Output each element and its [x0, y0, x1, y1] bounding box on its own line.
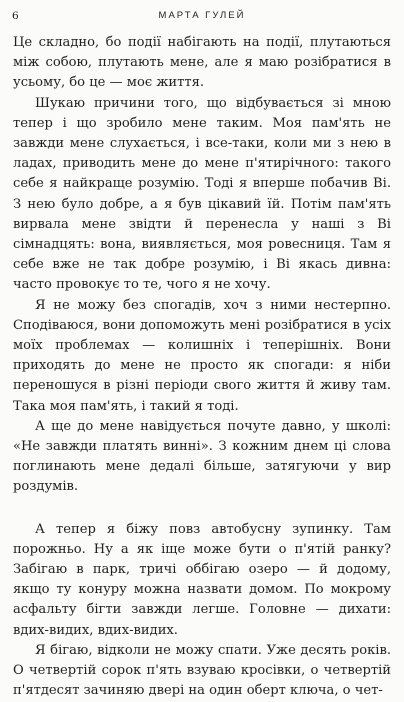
paragraph: Це складно, бо події набігають на події, плутаються між собою, плутають мене, але я маю розібратися в усьому, бо це — моє життя. [13, 35, 391, 91]
section-break [13, 498, 391, 520]
paragraph: А тепер я біжу повз автобусну зупинку. Там порожньо. Ну а як іще може бути о п'ятій ранку? Забігаю в парк, тричі оббігаю озеро — й додому, якщо ту конуру можна назвати домом. По мокрому асфальту бігти завжди легше. Головне — дихати: вдих-видих, вдих-видих. [13, 521, 391, 638]
page-number: 6 [12, 10, 19, 22]
paragraph: Я бігаю, відколи не можу спати. Уже десять років. О четвертій сорок п'ять взуваю кросівки, о четвертій п'ятдесят зачиняю двері на один оберт ключа, о чет- [13, 642, 391, 699]
paragraph: Шукаю причини того, що відбувається зі мною тепер і що зробило мене таким. Моя пам'ять не завжди мене слухається, і все-таки, коли ми з нею в ладах, приводить мене до мене п'ятирічного: такого себе я найкраще розумію. Тоді я вперше побачив Ві. З нею було добре, а я був цікавий їй. Потім пам'ять вирвала мене звідти й перенесла у наші з Ві сімнадцять: вона, виявляється, моя ровесниця. Там я себе вже не так добре розумію, і Ві якась дивна: часто провокує то те, чого я не хочу. [13, 95, 391, 293]
body-text [13, 33, 391, 702]
paragraph: А ще до мене навідується почуте давно, у школі: «Не завжди платять винні». З кожним днем ці слова поглинають мене дедалі більше, затягуючи у вир роздумів. [13, 418, 391, 495]
paragraph: Я не можу без спогадів, хоч з ними нестерпно. Сподіваюся, вони допоможуть мені розібратися в усіх моїх проблемах — колишніх і теперішніх. Вони приходять до мене не просто як спогади: я ніби переношуся в різні періоди свого життя й живу там. Така моя пам'ять, і такий я тоді. [13, 297, 391, 414]
page-header [12, 8, 392, 24]
running-head: МАРТА ГУЛЕЙ [158, 10, 246, 21]
